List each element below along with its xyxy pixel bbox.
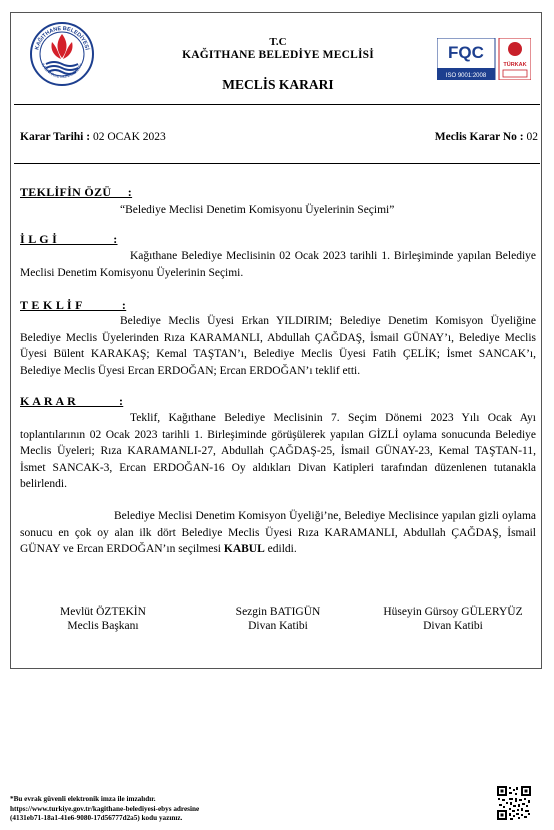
- signature-clerk-1: [220, 605, 336, 633]
- signature-title: Divan Katibi: [423, 620, 483, 632]
- signature-title: Meclis Başkanı: [67, 620, 139, 632]
- signature-clerk-2: [370, 605, 536, 633]
- teklif-ozu-text: “Belediye Meclisi Denetim Komisyonu Üyelerinin Seçimi”: [120, 204, 395, 216]
- decision-date-value: 02 OCAK 2023: [90, 131, 166, 143]
- signature-name: Mevlüt ÖZTEKİN: [60, 606, 146, 618]
- signature-name: Hüseyin Gürsoy GÜLERYÜZ: [383, 606, 523, 618]
- karar-text-2: [20, 508, 536, 558]
- teklif-ozu-heading: TEKLİFİN ÖZÜ :: [20, 185, 133, 199]
- document-title: MECLİS KARARI: [222, 77, 334, 92]
- turkak-text: TÜRKAK: [503, 62, 527, 68]
- signature-name: Sezgin BATIGÜN: [235, 606, 321, 618]
- fqc-logo-text: FQC: [448, 43, 484, 62]
- logo-text-top: KAĞITHANE BELEDİYESİ: [34, 25, 90, 51]
- teklif-heading: T E K L İ F :: [20, 298, 127, 312]
- karar-text-2-end: edildi.: [264, 543, 297, 555]
- signature-chairman: [40, 605, 166, 633]
- decision-date: [20, 131, 166, 143]
- decision-date-label: Karar Tarihi :: [20, 131, 91, 143]
- kabul-word: KABUL: [223, 543, 265, 555]
- karar-text-1: Teklif, Kağıthane Belediye Meclisinin 7. Seçim Dönemi 2023 Yılı Ocak Ayı toplantılarının 02 Ocak 2023 tarihli 1. Birleşiminde görüşülerek yapılan GİZLİ oylama sonucunda Belediye Meclis Üyeleri; Rıza KARAMANLI-27, Abdullah ÇAĞDAŞ-25, İsmail GÜNAY-23, Kemal TAŞTAN-11, İsmet SANCAK-3, Ercan ERDOĞAN-16 Oy aldıkları Divan Katipleri tarafından düzenlenen tutanakla belirlendi.: [20, 412, 536, 490]
- signature-title: Divan Katibi: [248, 620, 308, 632]
- ilgi-heading: İ L G İ :: [20, 232, 118, 246]
- municipality-logo: [30, 22, 94, 86]
- decision-number: [435, 131, 538, 143]
- karar-text-2-main: Belediye Meclisi Denetim Komisyon Üyeliği’ne, Belediye Meclisince yapılan gizli oylama sonucu en çok oy alan ilk dört Belediye Meclis Üyesi Rıza KARAMANLI, Abdullah ÇAĞDAŞ, İsmail GÜNAY ve Ercan ERDOĞAN’ın seçilmesi: [20, 510, 536, 555]
- footer-line-1: *Bu evrak güvenli elektronik imza ile imzalıdır.: [10, 795, 156, 803]
- decision-number-label: Meclis Karar No :: [434, 131, 524, 143]
- certification-logos: [437, 38, 531, 80]
- header-tc: T.C: [269, 36, 287, 48]
- footer-line-3: (4131eb71-18a1-41e6-9080-17d56777d2a5) kodu yazınız.: [10, 814, 183, 822]
- footer-line-2: https://www.turkiye.gov.tr/kagithane-belediyesi-ebys adresine: [10, 804, 200, 813]
- teklif-text: Belediye Meclis Üyesi Erkan YILDIRIM; Belediye Denetim Komisyon Üyeliğine Belediye Meclis Üyelerinden Rıza KARAMANLI, Abdullah ÇAĞDAŞ, İsmail GÜNAY’ı, Belediye Meclis Üyesi Bülent KARAKAŞ; Kemal TAŞTAN’ı, Belediye Meclis Üyesi Fatih ÇELİK; İsmet SANCAK’ı, Belediye Meclis Üyesi Ercan ERDOĞAN; Ercan ERDOĞAN’ı teklif etti.: [20, 315, 536, 377]
- divider-bottom: [14, 163, 540, 164]
- ilgi-text: Kağıthane Belediye Meclisinin 02 Ocak 2023 tarihli 1. Birleşiminde yapılan Belediye Meclisi Denetim Komisyonu Üyelerinin Seçimi.: [20, 250, 536, 279]
- logo-text-bottom: KAĞITHANE MUNICIPALITY: [40, 62, 84, 80]
- council-name: KAĞITHANE BELEDİYE MECLİSİ: [182, 49, 374, 61]
- e-signature-note: [10, 795, 199, 824]
- divider-top: [14, 104, 540, 105]
- decision-number-value: 02: [523, 131, 538, 143]
- karar-heading: K A R A R :: [20, 394, 124, 408]
- qr-code-icon: [497, 786, 531, 820]
- iso-text: ISO 9001:2008: [445, 73, 487, 79]
